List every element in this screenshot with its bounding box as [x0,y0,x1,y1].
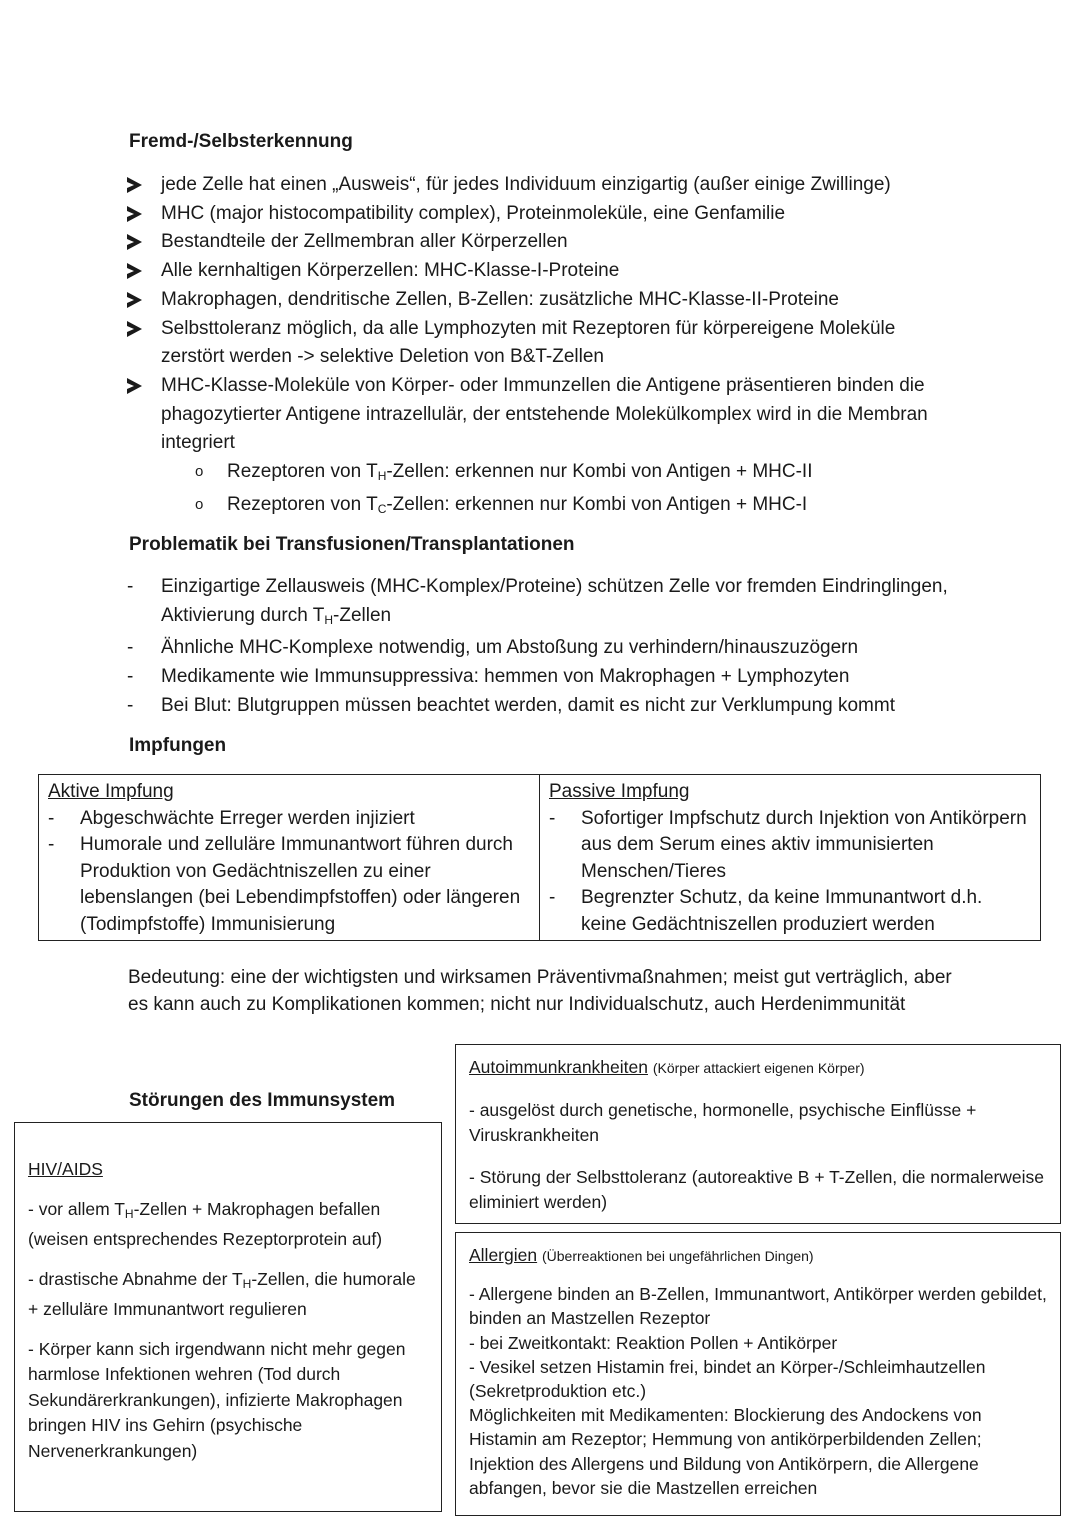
list-item: - Ähnliche MHC-Komplexe notwendig, um Abstoßung zu verhindern/hinauszuzögern [127,634,957,663]
list-item: jede Zelle hat einen „Ausweis“, für jedes Individuum einzigartig (außer einige Zwillinge) [127,171,957,200]
list-item: MHC-Klasse-Moleküle von Körper- oder Immunzellen die Antigene präsentieren binden die phagozytierter Antigene intrazellulär, der entstehende Molekülkomplex wird in die Membran integriert [127,372,957,458]
dash-bullet-icon: - [48,834,55,855]
list-item: MHC (major histocompatibility complex), Proteinmoleküle, eine Genfamilie [127,200,957,229]
autoimmun-box [455,1044,1061,1224]
arrow-bullet-icon [127,286,151,318]
allergien-header [469,1243,1047,1268]
heading-fremd-selbsterkennung: Fremd-/Selbsterkennung [129,131,353,152]
allergien-line: Möglichkeiten mit Medikamenten: Blockierung des Andockens von Histamin am Rezeptor; Hemmung von antikörperbildenden Zellen; Injektion des Allergens und Bildung von Antikörpern, die Allergene abfangen, bevor sie die Mastzellen erreichen [469,1405,982,1498]
hiv-paragraph: - drastische Abnahme der $T_H$-Zellen, die humorale + zelluläre Immunantwort regulieren [28,1268,416,1319]
heading-impfungen: Impfungen [129,735,227,756]
list-item: - Medikamente wie Immunsuppressiva: hemmen von Makrophagen + Lymphozyten [127,663,957,692]
active-impfung-title: Aktive Impfung [48,781,174,802]
list-item: - Abgeschwächte Erreger werden injiziert [48,806,530,833]
dash-bullet-icon: - [549,887,556,908]
dash-bullet-icon: - [127,637,134,659]
autoimmun-note: (Körper attackiert eigenen Körper) [652,1060,865,1076]
list-item: - Einzigartige Zellausweis (MHC-Komplex/Proteine) schützen Zelle vor fremden Eindringlingen, Aktivierung durch $T_H$-Zellen [127,573,957,634]
allergien-note: (Überreaktionen bei ungefährlichen Dingen) [541,1248,814,1264]
list-item: Bestandteile der Zellmembran aller Körperzellen [127,228,957,257]
arrow-bullet-icon [127,257,151,289]
arrow-bullet-icon [127,372,151,404]
arrow-bullet-icon [127,228,151,260]
allergien-title: Allergien [469,1245,538,1265]
allergien-box [455,1232,1061,1516]
arrow-bullet-icon [127,315,151,347]
arrow-bullet-icon [127,171,151,203]
hiv-aids-title: HIV/AIDS [28,1159,103,1179]
allergien-line: - bei Zweitkontakt: Reaktion Pollen + Antikörper [469,1332,838,1353]
hiv-paragraph: - Körper kann sich irgendwann nicht mehr gegen harmlose Infektionen wehren (Tod durch Sekundärerkrankungen), infizierte Makrophagen bringen HIV ins Gehirn (psychische Nervenerkrankungen) [28,1338,406,1461]
list-item: Selbsttoleranz möglich, da alle Lymphozyten mit Rezeptoren für körpereigene Moleküle zerstört werden -> selektive Deletion von B&T-Zellen [127,315,957,372]
list-item: - Humorale und zelluläre Immunantwort führen durch Produktion von Gedächtniszellen zu einer lebenslangen (bei Lebendimpfstoffen) oder längeren (Todimpfstoffe) Immunisierung [48,834,521,935]
list-item: - Sofortiger Impfschutz durch Injektion von Antikörpern aus dem Serum eines aktiv immunisierten Menschen/Tieres [549,807,1027,882]
circle-bullet-icon: o [195,495,204,513]
autoimmun-paragraph: - Störung der Selbsttoleranz (autoreaktive B + T-Zellen, die normalerweise eliminiert werden) [469,1166,1045,1212]
dash-list-problematik [127,573,957,721]
dash-bullet-icon: - [127,576,134,597]
heading-problematik: Problematik bei Transfusionen/Transplantationen [129,534,575,555]
dash-bullet-icon: - [127,694,134,716]
active-impfung-cell [39,775,540,941]
passive-impfung-title: Passive Impfung [549,781,690,802]
autoimmun-paragraph: - ausgelöst durch genetische, hormonelle, psychische Einflüsse + Viruskrankheiten [469,1099,977,1145]
list-item: o Rezeptoren von $T_H$-Zellen: erkennen nur Kombi von Antigen + MHC-II [195,458,955,491]
heading-stoerungen: Störungen des Immunsystem [129,1090,396,1111]
list-item: - Begrenzter Schutz, da keine Immunantwort d.h. keine Gedächtniszellen produziert werden [549,887,983,935]
list-item: Alle kernhaltigen Körperzellen: MHC-Klasse-I-Proteine [127,257,957,286]
impfungen-table [38,774,1041,941]
sub-bullet-list [195,458,955,523]
dash-bullet-icon: - [549,807,556,829]
arrow-bullet-icon [127,200,151,232]
allergien-line: - Allergene binden an B-Zellen, Immunantwort, Antikörper werden gebildet, binden an Mastzellen Rezeptor [469,1284,1047,1329]
list-item: Makrophagen, dendritische Zellen, B-Zellen: zusätzliche MHC-Klasse-II-Proteine [127,286,957,315]
autoimmun-header [469,1055,1047,1082]
allergien-line: - Vesikel setzen Histamin frei, bindet an Körper-/Schleimhautzellen (Sekretproduktion etc.) [469,1356,986,1402]
circle-bullet-icon: o [195,463,204,480]
hiv-aids-box [14,1122,442,1512]
autoimmun-title: Autoimmunkrankheiten [469,1057,648,1077]
dash-bullet-icon: - [127,666,134,688]
list-item: - Bei Blut: Blutgruppen müssen beachtet werden, damit es nicht zur Verklumpung kommt [127,692,957,721]
passive-impfung-cell [540,775,1041,941]
impfung-bedeutung: Bedeutung: eine der wichtigsten und wirksamen Präventivmaßnahmen; meist gut verträglich, aber es kann auch zu Komplikationen kommen; nicht nur Individualschutz, auch Herdenimmunität [128,967,952,1015]
dash-bullet-icon: - [48,807,55,829]
bullet-list-fremd-selbst [127,171,957,458]
hiv-paragraph: - vor allem $T_H$-Zellen + Makrophagen befallen (weisen entsprechendes Rezeptorprotein auf) [28,1198,383,1249]
list-item: o Rezeptoren von $T_C$-Zellen: erkennen nur Kombi von Antigen + MHC-I [195,491,955,524]
